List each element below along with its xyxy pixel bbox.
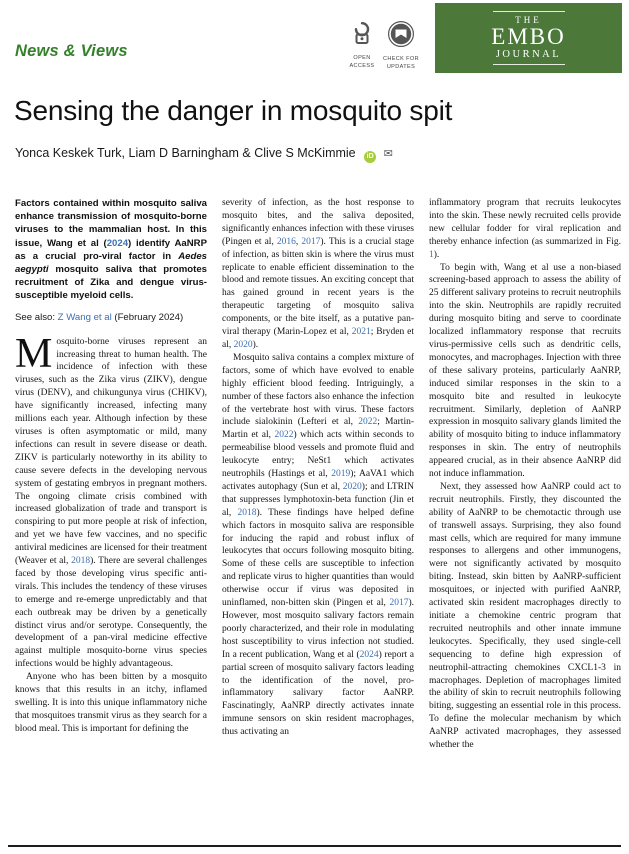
logo-top-rule bbox=[493, 11, 565, 12]
body-paragraph bbox=[429, 197, 621, 262]
check-for-updates-badge[interactable] bbox=[378, 21, 424, 72]
text-segment: ). However, most mosquito salivary factors remain poorly characterized, and their role in modulating host susceptibility to virus infection not studied. In a recent publication, Wang et al ( bbox=[222, 598, 414, 660]
citation-link[interactable]: 2024 bbox=[106, 237, 129, 249]
text-column bbox=[429, 197, 621, 752]
logo-embo: EMBO bbox=[491, 24, 566, 49]
orcid-icon[interactable]: iD bbox=[364, 151, 376, 163]
column-2 bbox=[222, 197, 414, 845]
text-segment: ) identify AaNRP as a crucial pro-viral factor in bbox=[15, 237, 207, 262]
body-paragraph bbox=[15, 330, 207, 672]
body-paragraph bbox=[222, 197, 414, 352]
text-segment: Mosquito saliva contains a complex mixture of factors, some of which have evolved to enable highly efficient blood feeding. Intriguingly, a number of these factors also enhance the infection of the vertebrate host with virus. These factors include sialokinin (Lefteri et al, bbox=[222, 352, 414, 428]
text-segment: (February 2024) bbox=[111, 311, 184, 323]
body-paragraph bbox=[429, 481, 621, 752]
drop-cap: M bbox=[15, 330, 53, 377]
citation-link[interactable]: 1 bbox=[429, 249, 434, 260]
text-segment: ). This is a crucial stage of infection, as bitten skin is where the virus must replicate to enable efficient dissemination to the blood and remote tissues. An exciting concept that has gained ground in recent years is the therapeutic targeting of mosquito saliva components, or the bite itself, as a putative pan-viral therapy (Marin-Lopez et al, bbox=[222, 236, 414, 338]
text-segment: , bbox=[295, 236, 302, 247]
text-segment: severity of infection, as the host response to mosquito bites, and the saliva deposited, significantly enhances infection with these viruses (Pingen et al, bbox=[222, 198, 414, 247]
citation-link[interactable]: 2022 bbox=[358, 417, 378, 428]
section-label: News & Views bbox=[15, 42, 128, 60]
see-also-line bbox=[15, 312, 207, 323]
body-paragraph bbox=[15, 671, 207, 736]
column-1 bbox=[15, 197, 207, 845]
citation-link[interactable]: 2024 bbox=[359, 649, 379, 660]
open-access-icon bbox=[351, 21, 373, 51]
text-column bbox=[15, 330, 207, 736]
citation-link[interactable]: 2018 bbox=[71, 556, 91, 567]
text-segment: ) report a partial screen of mosquito salivary factors leading to the identification of the novel, pro-inflammatory salivary factor AaNRP. Fascinatingly, AaNRP directly activates innate immune sensors on skin resident macrophages, thus activating an bbox=[222, 649, 414, 738]
body-paragraph bbox=[429, 262, 621, 481]
text-segment: ); and LTRIN that suppresses lymphotoxin-beta function (Jin et al, bbox=[222, 481, 414, 518]
text-segment: Next, they assessed how AaNRP could act to recruit neutrophils. Firstly, they discounted the ability of AaNRP to be chemotactic through use of transwell assays. Surprising, they also found mast cells, which are required for many immune responses to allergens and other immunogens, were not significantly activated by mosquito biting. Instead, skin bitten by AaNRP-sufficient mosquitoes, or injected with purified AaNRP, activated skin resident macrophages directly to initiate a chemokine centric program that recruited neutrophils and other innate immune leukocytes. Specifically, they used single-cell sequencing to define high expression of neutrophil-attracting chemokines CXCL1-3 in macrophages. Depletion of macrophages limited the ability of skin to recruit neutrophils following biting, suggesting an essential role in this process. To define the molecular mechanism by which AaNRP activated macrophages, they assessed whether the bbox=[429, 481, 621, 751]
open-access-badge bbox=[344, 21, 380, 71]
text-segment: ). There are several challenges faced by those developing virus specific anti-virals. This includes the tendency of these viruses to emerge and re-emerge unpredictably and that each outbreak may be driven by a genetically distinct virus and/or serotype. Consequently, the development of a pan-viral medicine effective against multiple mosquito-borne virus species infections would be highly advantageous. bbox=[15, 556, 207, 670]
text-segment: See also: bbox=[15, 311, 58, 323]
text-segment: Aedes aegypti bbox=[15, 250, 207, 276]
column-3 bbox=[429, 197, 621, 845]
text-segment: ; Bryden et al, bbox=[222, 327, 414, 350]
text-segment: ) which acts within seconds to permeabilise blood vessels and promote fluid and leukocyte entry; NeSt1 which activates neutrophils (Hastings et al, bbox=[222, 430, 414, 480]
text-segment: To begin with, Wang et al use a non-biased screening-based approach to assess the ability of 25 different salivary proteins to recruit neutrophils into the skin. Neutrophils are rapidly recruited during mosquito biting and serve to coordinate localized inflammatory response that recruits virus-permissive cells such as dendritic cells, monocytes, and macrophages. Injection with three of these salivary proteins, particularly AaNRP, induced similar responses in the skin to a mosquito bite and resulted in leukocyte recruitment. Similarly, depletion of AaNRP expression in mosquito salivary glands limited the ability of mosquito biting to induce inflammatory responses in skin. The entry of neutrophils appeared crucial, as in their absence AaNRP did not induce inflammation. bbox=[429, 262, 621, 480]
citation-link[interactable]: Z Wang et al bbox=[57, 311, 112, 323]
text-segment: ). bbox=[252, 339, 259, 350]
text-segment: ). These findings have helped define which factors in mosquito saliva are responsible for inducing the rapid and robust influx of leukocytes that occurs following mosquito biting. Some of these cells are susceptible to infection and replicate virus to higher quantities than would otherwise occur if virus was deposited in uninflamed, non-bitten skin (Pingen et al, bbox=[222, 507, 414, 609]
text-segment: osquito-borne viruses represent an increasing threat to human health. The incidence of infection with these viruses, such as the Zika virus (ZIKV), dengue virus (DENV), and chikungunya virus (CHIKV), have significantly increased, infecting many millions each year. Although infection by these viruses is often asymptomatic or mild, many infections can result in severe disease or death. ZIKV is particularly noteworthy in its ability to cause severe defects in the developing nervous system of gestating embryos in pregnant mothers. The ongoing climate crisis combined with increased globalization of trade and transport is conspiring to put more people at risk of infection, and yet we have few vaccines, and no specific antiviral medicines are licensed for their treatment (Weaver et al, bbox=[15, 336, 207, 567]
author-names: Yonca Keskek Turk, Liam D Barningham & Clive S McKimmie bbox=[15, 146, 356, 160]
logo-journal: JOURNAL bbox=[495, 49, 562, 60]
journal-logo bbox=[435, 3, 622, 73]
author-line bbox=[15, 146, 393, 163]
text-segment: Factors contained within mosquito saliva enhance transmission of mosquito-borne viruses to the mammalian host. In this issue, Wang et al ( bbox=[15, 198, 207, 249]
article-title: Sensing the danger in mosquito spit bbox=[14, 95, 453, 126]
open-access-label: OPEN ACCESS bbox=[349, 55, 375, 70]
citation-link[interactable]: 2017 bbox=[389, 598, 409, 609]
logo-bottom-rule bbox=[493, 64, 565, 65]
text-segment: mosquito saliva that promotes recruitment of Zika and dengue virus-susceptible myeloid cells. bbox=[15, 264, 207, 302]
text-segment: inflammatory program that recruits leukocytes into the skin. These newly recruited cells provide new cellular fodder for viral replication and thereby enhance infection (as summarized in Fig. bbox=[429, 198, 621, 247]
body-paragraph bbox=[222, 352, 414, 739]
citation-link[interactable]: 2020 bbox=[342, 481, 362, 492]
citation-link[interactable]: 2019 bbox=[331, 469, 351, 480]
logo-the: THE bbox=[515, 15, 542, 25]
check-for-updates-icon bbox=[388, 21, 414, 52]
email-icon[interactable]: ✉ bbox=[383, 148, 393, 160]
citation-link[interactable]: 2018 bbox=[237, 507, 257, 518]
citation-link[interactable]: 2020 bbox=[233, 339, 253, 350]
citation-link[interactable]: 2016 bbox=[276, 236, 296, 247]
text-segment: ). bbox=[433, 249, 440, 260]
citation-link[interactable]: 2017 bbox=[301, 236, 321, 247]
text-segment: ; Martin-Martin et al, bbox=[222, 417, 414, 441]
text-segment: Anyone who has been bitten by a mosquito knows that this results in an itchy, inflamed swelling. It is into this unique inflammatory niche that mosquitoes transmit virus as they search for a blood meal. This is important for defining the bbox=[15, 672, 207, 734]
check-for-updates-label: CHECK FOR UPDATES bbox=[383, 56, 419, 71]
footer-rule bbox=[8, 845, 621, 847]
citation-link[interactable]: 2022 bbox=[274, 430, 294, 441]
text-column bbox=[222, 197, 414, 739]
abstract bbox=[15, 197, 207, 303]
citation-link[interactable]: 2021 bbox=[351, 327, 371, 338]
text-segment: ); AaVA1 which activates autophagy (Sun et al, bbox=[222, 469, 414, 492]
